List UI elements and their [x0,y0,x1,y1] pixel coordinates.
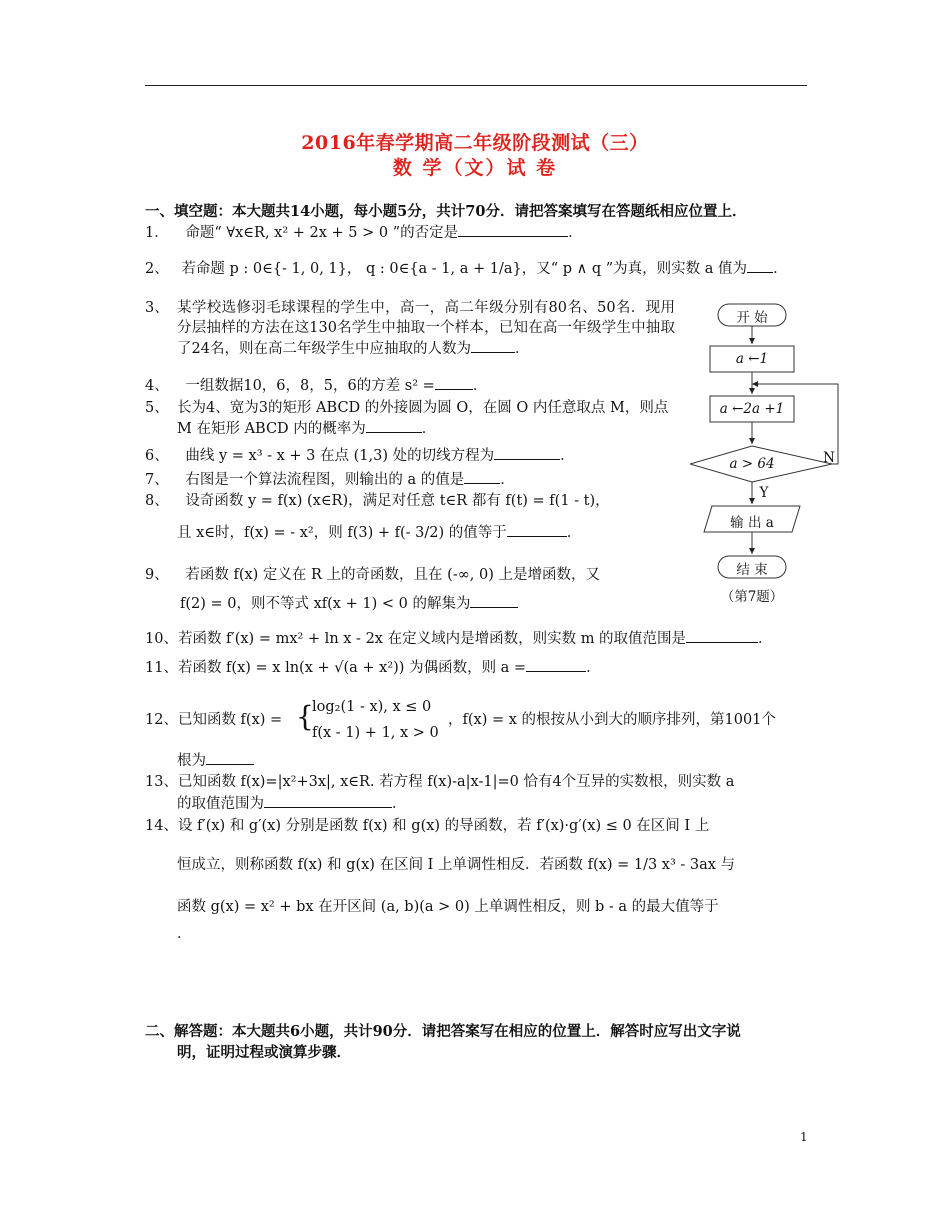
question-text: 若命题 p : 0∈{- 1, 0, 1}， q : 0∈{a - 1, a + 1/a}，又“ p ∧ q ”为真，则实数 a 值为 [181,261,748,277]
init-label: a ←1 [735,351,769,367]
answer-blank [686,628,758,643]
section2-heading-line2: 明，证明过程或演算步骤． [177,1044,351,1061]
question-14 [145,816,709,836]
question-14-tail: ． [177,926,192,942]
question-tail: ． [566,525,582,541]
piecewise-brace: { [296,700,314,733]
question-tail: ． [421,421,437,437]
question-5 [145,398,685,439]
question-9 [145,565,600,585]
question-number: 7、 [145,472,169,488]
question-tail: ． [392,796,407,812]
question-10 [145,628,773,649]
question-number: 12、 [145,712,178,728]
question-text: 曲线 y = x³ - x + 3 在点 (1,3) 处的切线方程为 [185,448,495,464]
question-text: 的取值范围为 [177,796,264,812]
question-number: 10、 [145,631,178,647]
answer-blank [264,793,392,808]
answer-blank [526,657,586,672]
answer-blank [464,469,500,484]
answer-blank [458,222,568,237]
question-3 [145,298,675,359]
question-text: 设 f′(x) 和 g′(x) 分别是函数 f(x) 和 g(x) 的导函数，若 f′(x)·g′(x) ≤ 0 在区间 I 上 [177,818,710,834]
question-2 [145,258,788,279]
question-tail: ． [586,660,601,676]
question-14-line2: 恒成立，则称函数 f(x) 和 g(x) 在区间 I 上单调性相反．若函数 f(x) = 1/3 x³ - 3ax 与 [177,857,736,873]
question-text: 已知函数 f(x)=|x²+3x|, x∈R. 若方程 f(x)-a|x-1|=0 恰有4个互异的实数根，则实数 a [177,774,735,790]
exam-subtitle: 数 学（文）试 卷 [392,157,558,179]
question-text: 若函数 f(x) 定义在 R 上的奇函数，且在 (-∞, 0) 上是增函数，又 [185,567,601,583]
piecewise-case-1: log₂(1 - x), x ≤ 0 [312,699,432,715]
question-text: 已知函数 f(x) = [177,712,283,728]
question-text: 一组数据10，6，8，5，6的方差 s² = [185,378,435,394]
start-label: 开 始 [736,310,768,326]
question-text: 且 x∈时，f(x) = - x²，则 f(3) + f(- 3/2) 的值等于 [177,525,507,541]
section1-heading: 一、填空题：本大题共14小题，每小题5分，共计70分．请把答案填写在答题纸相应位置上． [145,203,747,220]
question-text: f(2) = 0，则不等式 xf(x + 1) < 0 的解集为 [180,596,471,612]
question-text: 某学校选修羽毛球课程的学生中，高一，高二年级分别有80名、50名．现用分层抽样的方法在这130名学生中抽取一个样本，已知在高一年级学生中抽取了24名，则在高二年级学生中应抽取的人数为 [177,300,675,357]
question-number: 3、 [145,300,169,316]
answer-blank [471,338,515,353]
question-number: 13、 [145,774,178,790]
question-tail: ． [758,631,773,647]
question-number: 4、 [145,378,169,394]
section2-heading: 二、解答题：本大题共6小题，共计90分．请把答案写在相应的位置上．解答时应写出文字说 [145,1023,741,1040]
flowchart-caption: （第7题） [720,589,784,605]
question-8 [145,491,610,511]
question-tail: ． [568,225,583,241]
condition-label: a > 64 [729,456,775,472]
question-11 [145,657,601,678]
question-text: 右图是一个算法流程图，则输出的 a 的值是 [185,472,465,488]
question-number: 2、 [145,261,169,277]
answer-blank [435,375,473,390]
answer-blank [507,522,567,537]
question-14-line3: 函数 g(x) = x² + bx 在开区间 (a, b)(a > 0) 上单调性相反，则 b - a 的最大值等于 [177,899,719,915]
answer-blank [494,445,560,460]
answer-blank [206,750,254,765]
question-number: 11、 [145,660,178,676]
update-label: a ←2a +1 [719,401,785,417]
question-4 [145,375,487,396]
question-13-line2 [177,793,407,814]
question-tail: ． [560,448,575,464]
question-8-line2 [177,522,581,543]
question-12-tail: ，f(x) = x 的根按从小到大的顺序排列，第1001个 [448,712,776,728]
yes-label: Y [759,485,769,501]
question-12-line3 [177,750,254,771]
question-1 [145,222,583,243]
question-number: 9、 [145,567,169,583]
question-tail: ． [500,472,515,488]
question-number: 5、 [145,400,169,416]
question-text: 若函数 f′(x) = mx² + ln x - 2x 在定义域内是增函数，则实数 m 的取值范围是 [177,631,687,647]
question-13 [145,772,734,792]
question-number: 1． [145,225,169,241]
answer-blank [366,418,422,433]
end-label: 结 束 [736,562,768,578]
question-12 [145,710,282,730]
header-rule [145,85,807,86]
question-text: 长为4、宽为3的矩形 ABCD 的外接圆为圆 O，在圆 O 内任意取点 M，则点 M 在矩形 ABCD 内的概率为 [177,400,669,437]
question-text: 根为 [177,753,206,769]
output-label: 输 出 a [730,515,774,531]
question-text: 设奇函数 y = f(x) (x∈R)，满足对任意 t∈R 都有 f(t) = f(1 - t)， [185,493,610,509]
flowchart [690,300,850,610]
question-6 [145,445,575,466]
question-tail: ． [514,341,530,357]
question-number: 14、 [145,818,178,834]
piecewise-case-2: f(x - 1) + 1, x > 0 [312,725,439,741]
answer-blank [470,593,518,608]
question-tail: ． [773,261,788,277]
question-text: 命题“ ∀x∈R, x² + 2x + 5 > 0 ”的否定是 [185,225,459,241]
question-number: 8、 [145,493,169,509]
question-tail: ． [472,378,488,394]
page-number: 1 [800,1130,808,1144]
question-7 [145,469,515,490]
exam-title: 2016年春学期高二年级阶段测试（三） [301,132,649,154]
question-9-line2 [180,593,518,614]
question-number: 6、 [145,448,169,464]
answer-blank [747,258,773,273]
question-text: 若函数 f(x) = x ln(x + √(a + x²)) 为偶函数，则 a = [177,660,527,676]
no-label: N [823,450,835,466]
